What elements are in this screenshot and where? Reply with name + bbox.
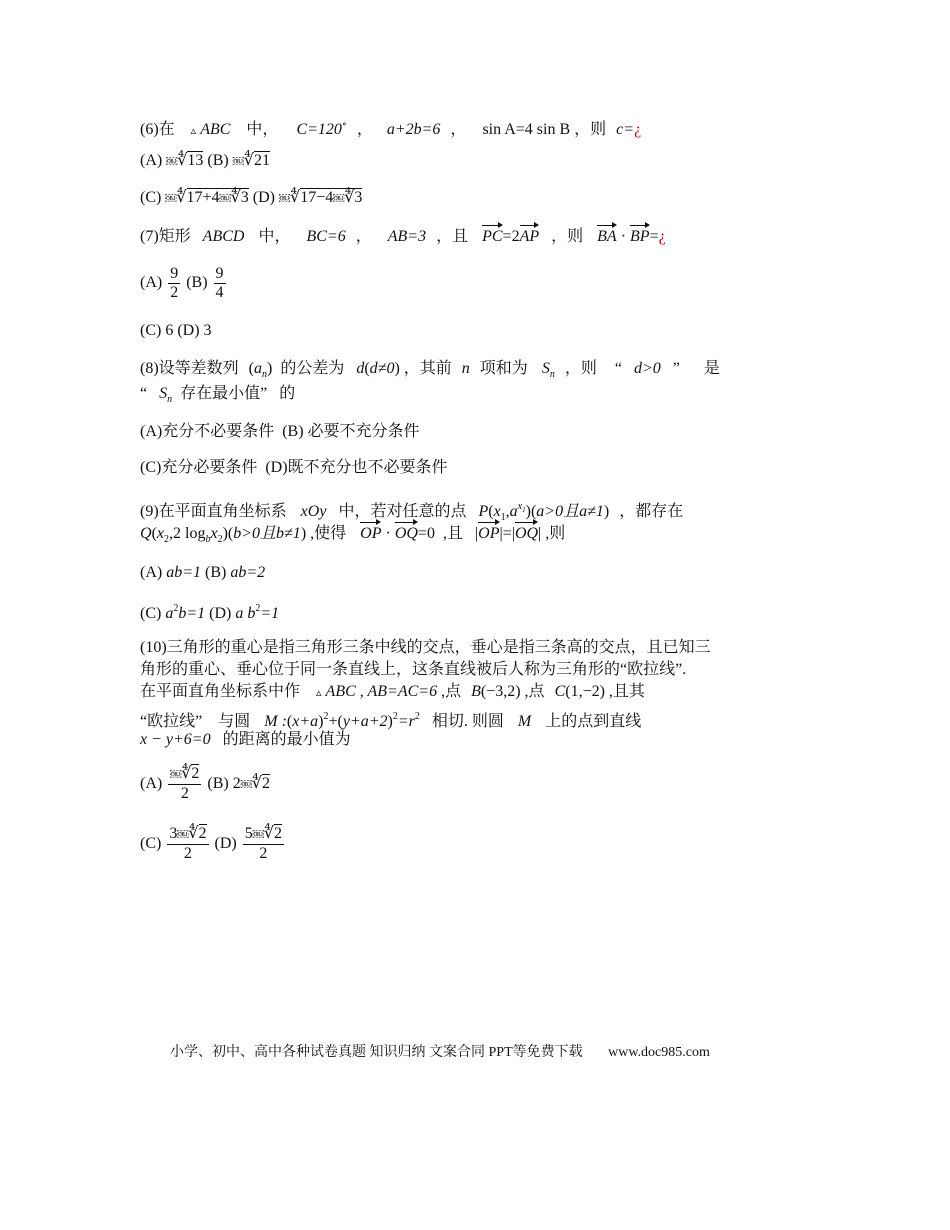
q9-stem-line2: $Q(x_2,2$ $\log_bx_2)(b>0$且b≠1) ,使得 OP · OQ=0 ,且 |OP|=|OQ| ,则 xyxy=(140,525,566,545)
q7-option-b-label: (B) xyxy=(186,274,208,291)
q10-option-d-fraction: $\frac{5￼∜2}{2}$ xyxy=(244,825,282,863)
q7-condition-1: BC=6 xyxy=(306,228,346,245)
q9-options-cd: (C) $a^2b=1$ (D) a $b^2=1$ xyxy=(140,603,280,622)
q8-d-positive: d>0 xyxy=(633,360,661,377)
q9-stem-text: (9)在平面直角坐标系 xyxy=(140,503,287,520)
q6-option-d-label: (D) xyxy=(252,189,275,206)
q7-missing-glyph: ¿ xyxy=(658,228,666,245)
q8-n: n xyxy=(461,360,470,377)
q10-line3-text: 在平面直角坐标系中作 xyxy=(140,683,301,700)
q8-option-b: (B) 必要不充分条件 xyxy=(282,423,420,440)
vector-ba: BA xyxy=(597,228,617,245)
q10-option-c-fraction: $\frac{3￼∜2}{2}$ xyxy=(169,825,207,863)
q7-eq: =2 xyxy=(502,228,520,245)
q6-missing-glyph: ¿ xyxy=(634,121,642,138)
q9-options-ab xyxy=(140,563,265,583)
q10-condition-ab: , AB=AC=6 xyxy=(359,683,438,700)
q10-circle-m: M : xyxy=(264,713,287,730)
q9-stem-text-4: ,使得 xyxy=(310,525,347,542)
q6-options-ab: (A) ￼∜13 (B) ￼∜21 xyxy=(140,152,270,169)
q6-option-d-root: 3 xyxy=(354,189,363,206)
q7-stem-text-4: ，则 xyxy=(551,228,584,245)
q7-options-ab xyxy=(140,264,228,302)
q6-ask: c= xyxy=(616,121,635,138)
q7-abcd: ABCD xyxy=(202,228,245,245)
q8-options-ab xyxy=(140,422,420,442)
q8-line2-text: 存在最小值” xyxy=(180,385,268,402)
q8-d: d xyxy=(356,360,365,377)
q8-stem-line2: “ $S_n$ 存在最小值” 的 xyxy=(140,385,296,405)
q10-point-b: B xyxy=(471,683,481,700)
q9-option-b-value: ab=2 xyxy=(230,564,266,581)
q6-condition-3: sin A=4 sin B xyxy=(482,121,571,138)
q10-option-a-fraction: $\frac{￼∜2}{2}$ xyxy=(170,765,200,803)
q6-option-c-label: (C) xyxy=(140,189,162,206)
q7-stem-text-3: ，且 xyxy=(436,228,469,245)
q7-eq-2: = xyxy=(649,228,659,245)
vector-ap: AP xyxy=(519,228,540,245)
q9-option-d-label: (D) xyxy=(209,605,232,622)
q10-line-equation: x − y+6=0 xyxy=(140,731,211,748)
triangle-symbol: ▵ xyxy=(190,125,197,137)
footer-text: 小学、初中、高中各种试卷真题 知识归纳 文案合同 PPT等免费下载 xyxy=(170,1045,583,1060)
q9-stem-text-3: ，都存在 xyxy=(619,503,684,520)
q7-condition-2: AB=3 xyxy=(387,228,427,245)
footer-url[interactable]: www.doc985.com xyxy=(608,1045,710,1060)
q6-options-cd: (C) ￼∜17+4￼∜3 (D) ￼∜17−4￼∜3 xyxy=(140,189,363,206)
q10-point-c: C xyxy=(554,683,566,700)
q10-line5: x − y+6=0 的距离的最小值为 xyxy=(140,731,351,748)
vector-bp: BP xyxy=(630,228,650,245)
q8-option-d: (D)既不充分也不必要条件 xyxy=(265,459,448,476)
q8-stem-text-3: ，其前 xyxy=(403,360,452,377)
q6-stem: (6)在 ▵ ABC 中， C=120∘ ， a+2b=6 ， sin A=4 sin B ，则 c=¿ xyxy=(140,119,642,138)
q8-option-a: (A)充分不必要条件 xyxy=(140,423,275,440)
vector-op: OP xyxy=(360,525,382,542)
q6-stem-text: (6)在 xyxy=(140,121,175,138)
q6-stem-text-3: ，则 xyxy=(574,121,607,138)
q9-stem-text-5: ,且 xyxy=(442,525,463,542)
q9-xoy: xOy xyxy=(300,503,327,520)
vector-oq: OQ xyxy=(394,525,418,542)
q10-option-c-label: (C) xyxy=(140,835,162,852)
q8-stem-text: (8)设等差数列 xyxy=(140,360,239,377)
q7-stem: (7)矩形 ABCD 中， BC=6 ， AB=3 ，且 PC=2AP ，则 BA · BP=¿ xyxy=(140,228,666,245)
q10-line3: 在平面直角坐标系中作 ▵ ABC , AB=AC=6 ,点 B(−3,2) ,点 C(1,−2) ,且其 xyxy=(140,683,645,700)
q9-option-d-value: =1 xyxy=(260,605,280,622)
q8-stem-text-5: ，则 xyxy=(564,360,597,377)
q9-option-c-label: (C) xyxy=(140,605,162,622)
q8-stem-text-4: 项和为 xyxy=(479,360,528,377)
q8-option-c: (C)充分必要条件 xyxy=(140,459,258,476)
q6-condition-2: a+2b=6 xyxy=(386,121,441,138)
q10-line4: “欧拉线” 与圆 M $:(x+a)^2+(y+a+2)^2=r^2$ 相切. 则圆 M 上的点到直线 xyxy=(140,711,642,730)
q7-option-b-fraction: $\frac{9}{4}$ xyxy=(215,264,224,301)
q6-stem-text-2: 中， xyxy=(246,121,279,138)
q7-stem-text-2: 中， xyxy=(258,228,291,245)
q8-d-condition: d≠0 xyxy=(369,360,395,377)
q6-option-b-label: (B) xyxy=(207,152,229,169)
q10-option-a-label: (A) xyxy=(140,775,163,792)
q9-stem: (9)在平面直角坐标系 xOy 中，若对任意的点 $P(x_1,a^{x_1})(a>0$且a≠1) ，都存在 xyxy=(140,501,684,523)
q7-stem-text: (7)矩形 xyxy=(140,228,191,245)
q10-euler-line-label: “欧拉线” xyxy=(140,713,203,730)
q10-option-d-label: (D) xyxy=(214,835,237,852)
vector-pc: PC xyxy=(482,228,503,245)
q7-option-a-fraction: $\frac{9}{2}$ xyxy=(170,264,179,301)
q9-option-c-value: b=1 xyxy=(178,605,206,622)
q6-option-c-value: 17+4 xyxy=(186,189,220,206)
q9-b-condition: b>0且b≠1 xyxy=(233,525,301,542)
q6-abc: ABC xyxy=(200,121,231,138)
dot-operator: · xyxy=(620,228,627,245)
q10-options-ab: (A) $\frac{￼∜2}{2}$ (B) 2￼∜2 xyxy=(140,765,270,803)
q9-option-a-label: (A) xyxy=(140,564,163,581)
q6-option-d-value: 17−4 xyxy=(300,189,334,206)
q9-stem-text-6: ,则 xyxy=(545,525,566,542)
q6-option-a-value: 13 xyxy=(187,152,204,169)
q8-stem: (8)设等差数列 $(a_n)$ 的公差为 d(d≠0) ，其前 n 项和为 $S_n$ ，则 “ d>0 ” 是 xyxy=(140,360,720,380)
q9-a-condition: a>0且a≠1 xyxy=(536,503,604,520)
q6-option-c-root: 3 xyxy=(240,189,249,206)
q9-stem-text-2: 中，若对任意的点 xyxy=(338,503,467,520)
q10-abc: ABC xyxy=(325,683,356,700)
q6-option-b-value: 21 xyxy=(253,152,270,169)
q8-stem-text-2: 的公差为 xyxy=(280,360,345,377)
q7-option-a-label: (A) xyxy=(140,274,163,291)
q8-s: S xyxy=(541,360,550,377)
q9-option-b-label: (B) xyxy=(205,564,227,581)
q6-condition-1: C=120 xyxy=(296,121,342,138)
q10-option-b-label: (B) 2 xyxy=(207,775,241,792)
q9-point-p: P xyxy=(478,503,489,520)
q9-point-q: Q xyxy=(140,525,152,542)
page-footer xyxy=(170,1041,710,1061)
q9-option-a-value: ab=1 xyxy=(166,564,202,581)
q6-option-a-label: (A) xyxy=(140,152,163,169)
q10-line1: (10)三角形的重心是指三角形三条中线的交点，垂心是指三条高的交点，且已知三 xyxy=(140,639,711,656)
q8-options-cd xyxy=(140,458,448,478)
q10-options-cd xyxy=(140,822,286,866)
degree-symbol: ∘ xyxy=(341,119,347,130)
q10-line2: 角形的重心、垂心位于同一条直线上，这条直线被后人称为三角形的“欧拉线”. xyxy=(140,661,687,678)
q8-stem-text-6: 是 xyxy=(703,360,720,377)
q7-options-cd: (C) 6 (D) 3 xyxy=(140,322,212,339)
